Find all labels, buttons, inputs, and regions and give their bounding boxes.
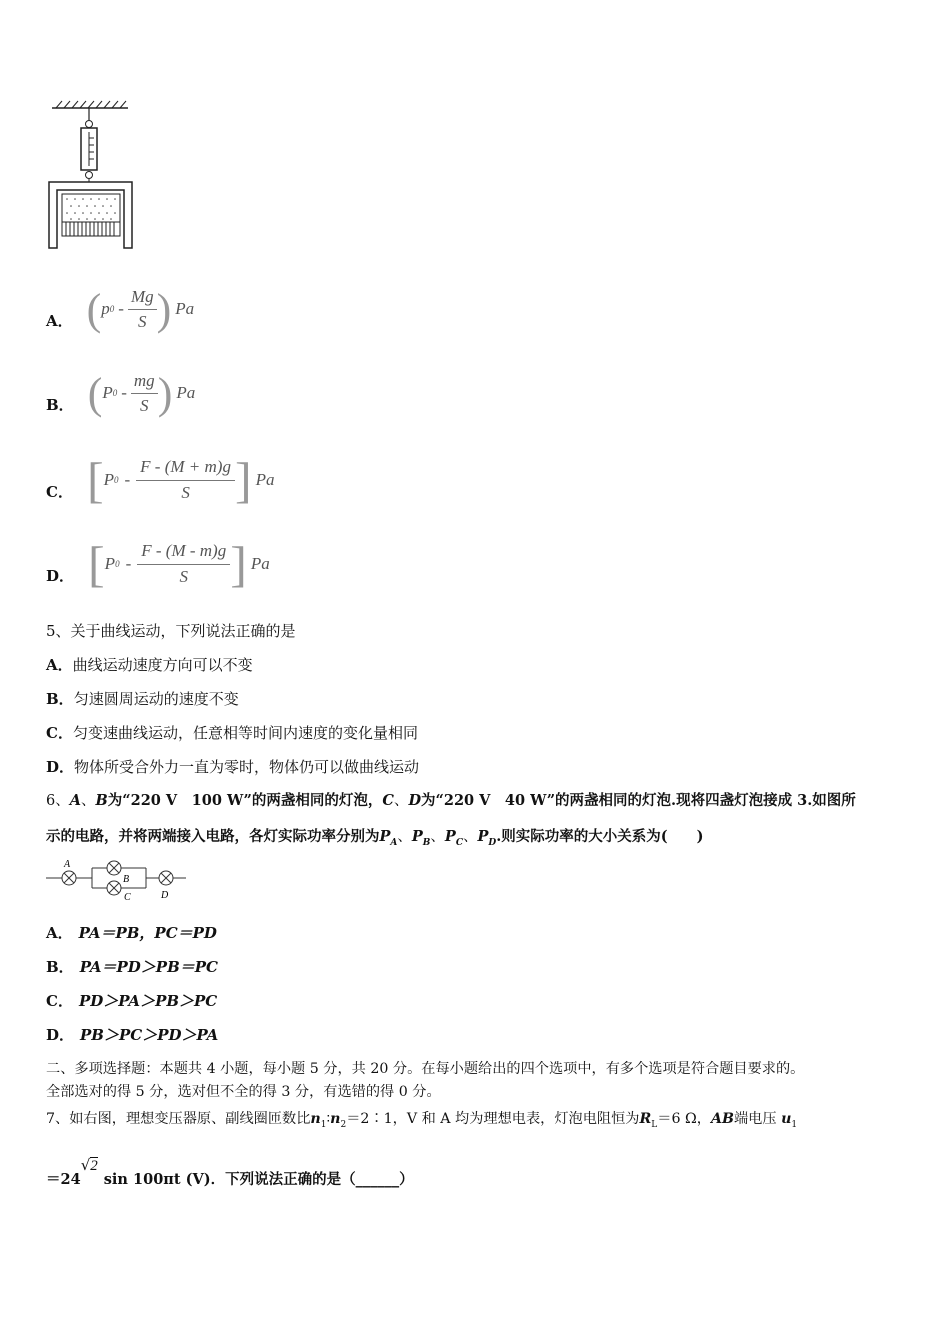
section2-heading-line2: 全部选对的得 5 分，选对但不全的得 3 分，有选错的得 0 分。 [46,1084,441,1100]
label-d: D [161,890,169,901]
fraction: $\frac{Mg}{S}$ [128,287,157,332]
option-text: 匀速圆周运动的速度不变 [73,690,239,708]
option-label: A． [46,924,73,942]
option-label: B． [46,395,74,414]
p-subscript: 0 [115,559,120,569]
p-symbol: P [102,383,113,402]
q7-stem-line1: 7、如右图，理想变压器原、副线圈匝数比$n_1∶n_2=2∶1$，V 和 A 均为理想电表，灯泡电阻恒为$R_L=6$ Ω，AB端电压 $u_1$ [46,1111,798,1130]
q6-option-d[interactable] [46,1024,218,1046]
q6-stem-line2: 示的电路，并将两端接入电路，各灯实际功率分别为$P_A$、$P_B$、$P_C$、$P_D$.则实际功率的大小关系为( ) [46,828,704,848]
option-label: B． [46,690,74,708]
formula: [ P 0 - $\frac{F - (M + m)g}{S}$ ] Pa [86,452,275,508]
fraction: $\frac{F - (M - m)g}{S}$ [137,541,230,587]
p-symbol: p [101,299,110,318]
option-text: 曲线运动速度方向可以不变 [72,656,253,674]
option-label: B． [46,958,74,976]
label-c: C [124,892,131,902]
fraction: $\frac{F - (M + m)g}{S}$ [136,457,235,503]
option-label: C． [46,724,73,742]
p-subscript: 0 [112,388,118,398]
fraction: $\frac{mg}{S}$ [131,371,158,416]
formula: ( p 0 - $\frac{Mg}{S}$ ) Pa [86,284,195,334]
q6-option-c[interactable] [46,990,217,1012]
q4-option-c[interactable] [46,452,275,508]
unit: Pa [176,383,196,402]
option-label: D． [46,758,75,776]
lamp-circuit-figure [46,856,186,902]
q5-option-d[interactable] [46,756,419,778]
section2-heading-line1: 二、多项选择题：本题共 4 小题，每小题 5 分，共 20 分。在每小题给出的四个选项中，有多个选项是符合题目要求的。 [46,1061,805,1077]
q5-option-c[interactable] [46,722,418,744]
option-label: C． [46,482,73,501]
spring-scale-figure [44,98,139,253]
q6-stem-line1: 6、A、B为“220 V 100 W”的两盏相同的灯泡，C、D为“220 V 40 W”的两盏相同的灯泡.现将四盏灯泡接成 3.如图所 [46,792,856,809]
formula: [ P 0 - $\frac{F - (M - m)g}{S}$ ] Pa [88,536,270,592]
p-subscript: 0 [114,475,119,485]
option-label: A． [46,311,73,330]
formula: ( P 0 - $\frac{mg}{S}$ ) Pa [87,368,196,418]
sqrt-symbol: √2 [80,1156,98,1174]
q4-option-d[interactable] [46,536,270,592]
option-label: C． [46,992,73,1010]
option-text: PA＝PD＞PB＝PC [79,958,218,976]
p-symbol: P [103,470,114,489]
option-text: PD＞PA＞PB＞PC [78,992,218,1010]
p-subscript: 0 [109,304,115,314]
unit: Pa [250,554,270,573]
option-text: PB＞PC＞PD＞PA [80,1026,219,1044]
option-label: A． [46,656,73,674]
option-label: D． [46,1026,75,1044]
q7-stem-line2: ＝24√2sin 100πt (V)．下列说法正确的是（______） [46,1156,414,1188]
p-symbol: P [104,554,116,573]
option-text: 物体所受合外力一直为零时，物体仍可以做曲线运动 [74,758,420,776]
q5-stem: 5、关于曲线运动，下列说法正确的是 [46,622,296,640]
q6-option-b[interactable] [46,956,218,978]
label-b: B [123,874,130,885]
option-text: PA＝PB，PC＝PD [78,924,217,942]
q4-option-b[interactable] [46,368,195,418]
option-text: 匀变速曲线运动，任意相等时间内速度的变化量相同 [72,724,418,742]
label-a: A [64,859,71,870]
option-label: D． [46,566,75,585]
q6-option-a[interactable] [46,922,217,944]
unit: Pa [175,299,195,318]
q5-option-a[interactable] [46,654,253,676]
q5-option-b[interactable] [46,688,239,710]
q4-option-a[interactable] [46,284,194,334]
unit: Pa [255,470,275,489]
